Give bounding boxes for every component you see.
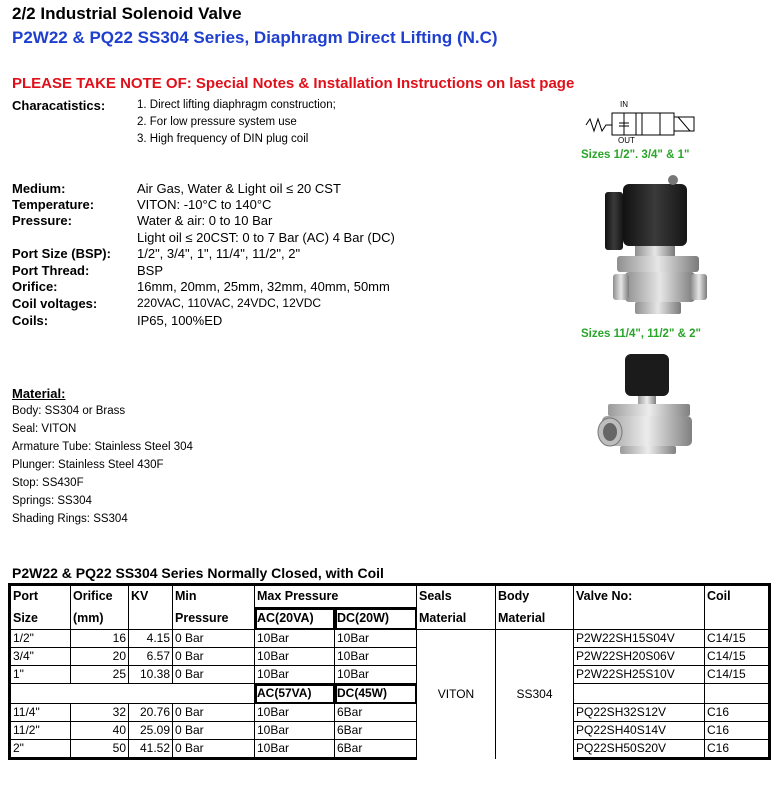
cell-ac: 10Bar [255,704,335,722]
spec-value-pressure: Water & air: 0 to 10 Bar [137,213,273,228]
characteristics-label: Characatistics: [12,98,106,113]
header-dc-20w: DC(20W) [335,608,417,630]
spec-value-orifice: 16mm, 20mm, 25mm, 32mm, 40mm, 50mm [137,279,390,294]
spec-value-pressure-oil: Light oil ≤ 20CST: 0 to 7 Bar (AC) 4 Bar (DC) [137,230,395,245]
spec-label-coil-voltages: Coil voltages: [12,296,98,311]
header-dc-45w: DC(45W) [335,684,417,704]
specification-table [8,583,771,760]
cell-dc: 6Bar [335,740,417,759]
cell-orifice: 32 [71,704,129,722]
cell-ac: 10Bar [255,722,335,740]
spec-value-coil-voltages: 220VAC, 110VAC, 24VDC, 12VDC [137,296,322,310]
cell-body-material: SS304 [496,630,574,759]
table-row [10,666,770,684]
spec-label-pressure: Pressure: [12,213,72,228]
header-orifice: Orifice [71,585,129,608]
table-row [10,722,770,740]
material-item: Armature Tube: Stainless Steel 304 [12,441,193,453]
cell-min: 0 Bar [173,648,255,666]
material-item: Stop: SS430F [12,477,84,489]
installation-note: PLEASE TAKE NOTE OF: Special Notes & Installation Instructions on last page [12,75,575,92]
cell-kv: 41.52 [129,740,173,759]
material-title: Material: [12,386,66,401]
header-min: Min [173,585,255,608]
cell-coil: C14/15 [705,666,770,684]
table-header-row [10,585,770,608]
cell-port: 1" [10,666,71,684]
cell-port: 3/4" [10,648,71,666]
spec-value-coils: IP65, 100%ED [137,313,223,328]
spec-label-port-size: Port Size (BSP): [12,246,111,261]
header-body: Body [496,585,574,608]
table-header-row-2 [10,608,770,630]
material-item: Springs: SS304 [12,495,92,507]
cell-coil: C14/15 [705,648,770,666]
table-title: P2W22 & PQ22 SS304 Series Normally Closed, with Coil [12,565,384,581]
header-valve: Valve No: [574,585,705,608]
header-ac-57va: AC(57VA) [255,684,335,704]
cell-blank [10,684,255,704]
cell-valve: PQ22SH50S20V [574,740,705,759]
cell-orifice: 40 [71,722,129,740]
cell-min: 0 Bar [173,704,255,722]
cell-ac: 10Bar [255,740,335,759]
valve-symbol-icon [582,97,702,145]
cell-dc: 10Bar [335,666,417,684]
cell-min: 0 Bar [173,740,255,759]
spec-value-port-size: 1/2", 3/4", 1", 11/4", 11/2", 2" [137,246,301,261]
table-row [10,740,770,759]
cell-dc: 10Bar [335,630,417,648]
cell-coil: C16 [705,704,770,722]
spec-label-port-thread: Port Thread: [12,263,90,278]
cell-port: 11/2" [10,722,71,740]
header-max-pressure: Max Pressure [255,585,417,608]
header-body-2: Material [496,608,574,630]
header-coil: Coil [705,585,770,608]
header-ac-20va: AC(20VA) [255,608,335,630]
spec-label-coils: Coils: [12,313,49,328]
header-seals: Seals [417,585,496,608]
spec-value-temperature: VITON: -10°C to 140°C [137,197,272,212]
cell-valve: P2W22SH25S10V [574,666,705,684]
characteristic-item: 1. Direct lifting diaphragm construction; [137,99,336,111]
header-coil-2 [705,608,770,630]
characteristic-item: 2. For low pressure system use [137,116,297,128]
cell-blank [705,684,770,704]
cell-min: 0 Bar [173,666,255,684]
cell-dc: 6Bar [335,704,417,722]
cell-orifice: 16 [71,630,129,648]
header-port-2: Size [10,608,71,630]
material-item: Plunger: Stainless Steel 430F [12,459,164,471]
cell-coil: C16 [705,722,770,740]
valve-photo-small [575,170,725,320]
header-orifice-2: (mm) [71,608,129,630]
characteristic-item: 3. High frequency of DIN plug coil [137,133,309,145]
cell-ac: 10Bar [255,666,335,684]
cell-coil: C14/15 [705,630,770,648]
cell-port: 2" [10,740,71,759]
table-subheader-row [10,684,770,704]
material-item: Shading Rings: SS304 [12,513,128,525]
cell-port: 1/2" [10,630,71,648]
cell-dc: 6Bar [335,722,417,740]
cell-orifice: 20 [71,648,129,666]
table-row [10,704,770,722]
cell-valve: P2W22SH20S06V [574,648,705,666]
cell-min: 0 Bar [173,722,255,740]
cell-kv: 25.09 [129,722,173,740]
cell-orifice: 25 [71,666,129,684]
cell-ac: 10Bar [255,648,335,666]
header-kv: KV [129,585,173,608]
cell-dc: 10Bar [335,648,417,666]
symbol-in-label: IN [620,100,628,109]
table-row [10,648,770,666]
header-port: Port [10,585,71,608]
cell-orifice: 50 [71,740,129,759]
cell-kv: 4.15 [129,630,173,648]
cell-min: 0 Bar [173,630,255,648]
caption-small-sizes: Sizes 1/2". 3/4" & 1" [581,149,690,161]
cell-blank [574,684,705,704]
cell-valve: PQ22SH40S14V [574,722,705,740]
document-subtitle: P2W22 & PQ22 SS304 Series, Diaphragm Direct Lifting (N.C) [12,28,498,47]
cell-coil: C16 [705,740,770,759]
header-kv-2 [129,608,173,630]
table-row [10,630,770,648]
cell-kv: 20.76 [129,704,173,722]
spec-label-temperature: Temperature: [12,197,95,212]
header-seals-2: Material [417,608,496,630]
spec-value-medium: Air Gas, Water & Light oil ≤ 20 CST [137,181,341,196]
spec-value-port-thread: BSP [137,263,164,278]
cell-valve: P2W22SH15S04V [574,630,705,648]
header-valve-2 [574,608,705,630]
spec-label-medium: Medium: [12,181,66,196]
valve-photo-large [590,350,700,460]
symbol-out-label: OUT [618,136,635,145]
caption-large-sizes: Sizes 11/4", 11/2" & 2" [581,328,701,340]
cell-valve: PQ22SH32S12V [574,704,705,722]
cell-kv: 6.57 [129,648,173,666]
cell-port: 11/4" [10,704,71,722]
cell-seals-material: VITON [417,630,496,759]
material-item: Body: SS304 or Brass [12,405,126,417]
spec-label-orifice: Orifice: [12,279,58,294]
material-item: Seal: VITON [12,423,77,435]
document-title: 2/2 Industrial Solenoid Valve [12,4,242,23]
header-min-2: Pressure [173,608,255,630]
cell-kv: 10.38 [129,666,173,684]
cell-ac: 10Bar [255,630,335,648]
